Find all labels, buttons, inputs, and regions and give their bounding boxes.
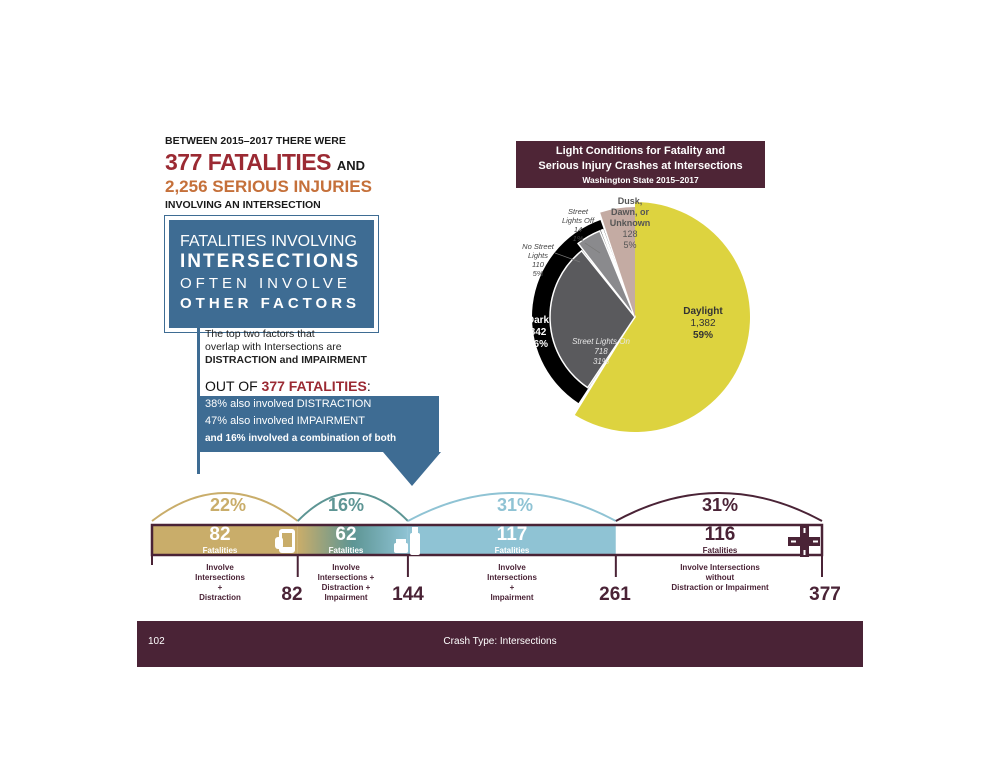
out-of-number: 377 FATALITIES [261, 378, 367, 394]
factors-line-2: overlap with Intersections are [205, 341, 342, 353]
off-pct: 1% [572, 234, 584, 243]
injuries-headline: 2,256 SERIOUS INJURIES [165, 177, 372, 196]
seg-sub-both: Fatalities [328, 546, 364, 555]
off-name-2: Lights Off [561, 216, 595, 225]
fatalities-headline [165, 149, 365, 176]
seg-value-both: 62 [335, 524, 357, 545]
dusk-pct: 5% [623, 240, 637, 250]
desc-neither [660, 563, 780, 593]
seg-value-distraction: 82 [209, 524, 231, 545]
cumulative-144: 144 [392, 584, 424, 605]
nosl-value: 110 [532, 260, 544, 269]
dusk-name-3: Unknown [609, 218, 651, 228]
off-name-1: Street [567, 207, 588, 216]
fatalities-count: 377 FATALITIES [165, 149, 331, 175]
footer-title: Crash Type: Intersections [443, 636, 557, 647]
on-value: 718 [594, 347, 608, 356]
pct-distraction: 22% [209, 495, 247, 515]
nosl-name-2: Lights [527, 251, 548, 260]
impairment-icon [392, 525, 424, 557]
seg-sub-neither: Fatalities [702, 546, 738, 555]
on-pct: 31% [592, 357, 609, 366]
desc-d-4: Distraction [199, 593, 241, 602]
nosl-pct: 5% [532, 269, 544, 278]
stat-distraction: 38% also involved DISTRACTION [205, 398, 372, 410]
daylight-value: 1,382 [690, 318, 716, 329]
pie-title-line-1: Light Conditions for Fatality and [555, 145, 726, 157]
desc-n-1: Involve Intersections [680, 563, 760, 572]
factors-text [205, 328, 367, 367]
desc-n-2: without [705, 573, 735, 582]
seg-sub-distraction: Fatalities [202, 546, 238, 555]
cumulative-82: 82 [281, 584, 303, 605]
off-value: 14 [573, 225, 583, 234]
daylight-pct: 59% [692, 330, 713, 341]
label-street-lights-on [565, 337, 637, 367]
desc-d-1: Involve [206, 563, 234, 572]
dusk-name-1: Dusk, [617, 196, 643, 206]
desc-i-2: Intersections [487, 573, 537, 582]
pie-subtitle: Washington State 2015–2017 [582, 175, 699, 185]
desc-i-4: Impairment [490, 593, 534, 602]
callout-line-1: FATALITIES INVOLVING [180, 233, 357, 250]
desc-n-3: Distraction or Impairment [671, 583, 769, 592]
pct-both: 16% [327, 495, 365, 515]
desc-b-4: Impairment [324, 593, 368, 602]
dark-value: 842 [529, 327, 547, 338]
desc-d-2: Intersections [195, 573, 245, 582]
desc-b-3: Distraction + [321, 583, 371, 592]
nosl-name-1: No Street [522, 242, 554, 251]
label-daylight [668, 306, 738, 342]
dark-pct: 36% [527, 339, 548, 350]
pct-neither: 31% [701, 495, 739, 515]
desc-d-3: + [217, 583, 223, 592]
daylight-name: Daylight [683, 306, 723, 317]
pie-leader-lines [500, 195, 620, 285]
dusk-name-2: Dawn, or [610, 207, 649, 217]
seg-sub-impairment: Fatalities [494, 546, 530, 555]
cumulative-377: 377 [809, 584, 841, 605]
intersection-icon [788, 525, 820, 557]
page-number: 102 [148, 636, 165, 647]
desc-i-1: Involve [498, 563, 526, 572]
pct-impairment: 31% [496, 495, 534, 515]
intro-line: BETWEEN 2015–2017 THERE WERE [165, 135, 346, 147]
seg-value-impairment: 117 [496, 524, 528, 545]
factors-line-1: The top two factors that [205, 328, 315, 340]
callout-line-3: OFTEN INVOLVE [180, 275, 351, 292]
callout-line-4: OTHER FACTORS [180, 295, 361, 312]
on-name: Street Lights On [572, 337, 630, 346]
cumulative-261: 261 [599, 584, 631, 605]
out-of-suffix: : [366, 378, 371, 394]
stat-combination: and 16% involved a combination of both [205, 433, 397, 444]
pie-title-line-2: Serious Injury Crashes at Intersections [538, 160, 743, 172]
callout-line-2: INTERSECTIONS [180, 251, 361, 272]
and-text: AND [336, 158, 366, 173]
desc-distraction [170, 563, 270, 603]
desc-b-2: Intersections + [317, 573, 375, 582]
label-dark [520, 315, 556, 351]
desc-b-1: Involve [332, 563, 360, 572]
factors-line-3: DISTRACTION and IMPAIRMENT [205, 354, 367, 366]
desc-i-3: + [509, 583, 515, 592]
dark-name: Dark [526, 315, 550, 326]
out-of-heading [205, 378, 371, 394]
seg-value-neither: 116 [704, 524, 736, 545]
desc-impairment [462, 563, 562, 603]
dusk-value: 128 [622, 229, 638, 239]
involving-line: INVOLVING AN INTERSECTION [165, 199, 321, 211]
stat-impairment: 47% also involved IMPAIRMENT [205, 415, 365, 427]
out-of-prefix: OUT OF [205, 378, 262, 394]
